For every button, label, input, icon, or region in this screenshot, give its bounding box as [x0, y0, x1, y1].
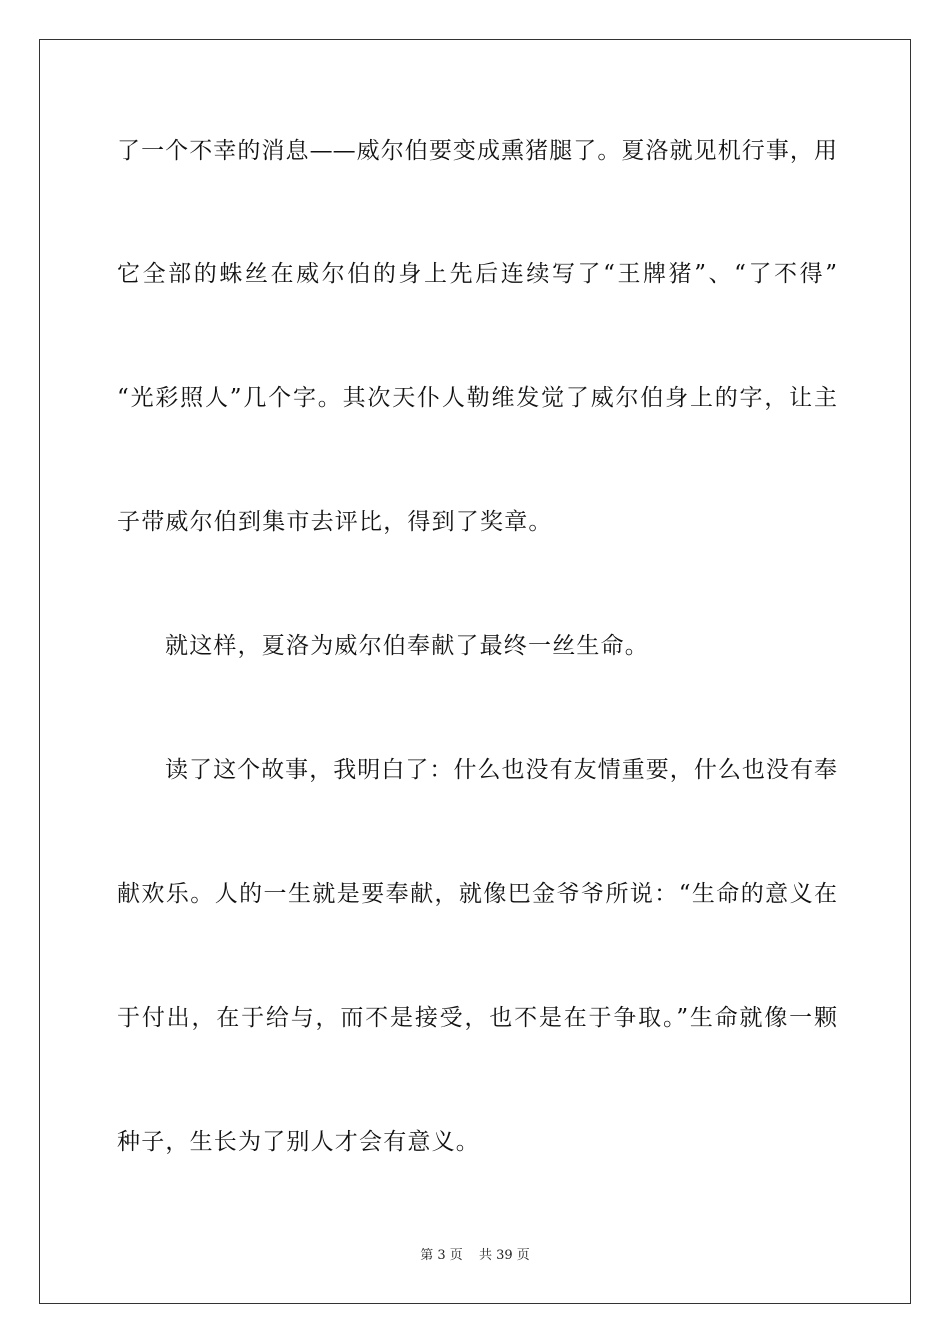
body-text-line: 种子，生长为了别人才会有意义。 [117, 1129, 480, 1155]
body-text-line: “光彩照人”几个字。其次天仆人勒维发觉了威尔伯身上的字，让主 [117, 385, 837, 411]
page-total: 共 39 页 [478, 1248, 530, 1263]
body-text-line: 子带威尔伯到集市去评比，得到了奖章。 [117, 509, 553, 535]
paragraph-first-line: 读了这个故事，我明白了：什么也没有友情重要，什么也没有奉 [165, 757, 837, 783]
body-text-line: 它全部的蛛丝在威尔伯的身上先后连续写了“王牌猪”、“了不得” [117, 261, 837, 287]
page-frame [39, 39, 911, 1304]
page-footer [0, 1247, 950, 1265]
body-text-line: 了一个不幸的消息——威尔伯要变成熏猪腿了。夏洛就见机行事，用 [117, 138, 837, 164]
body-text-line: 于付出，在于给与，而不是接受，也不是在于争取。”生命就像一颗 [117, 1005, 837, 1031]
body-text-line: 献欢乐。人的一生就是要奉献，就像巴金爷爷所说：“生命的意义在 [117, 881, 837, 907]
page-number: 第 3 页 [420, 1248, 463, 1263]
paragraph-first-line: 就这样，夏洛为威尔伯奉献了最终一丝生命。 [165, 633, 649, 659]
